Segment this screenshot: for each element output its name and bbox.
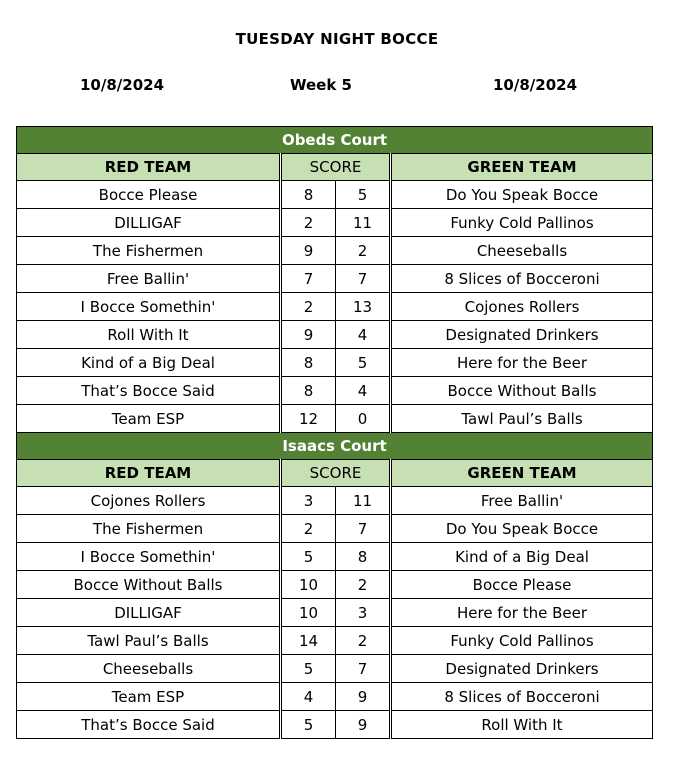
red-score: 12: [281, 405, 336, 433]
red-team-name: Kind of a Big Deal: [17, 349, 281, 377]
red-score: 14: [281, 627, 336, 655]
red-team-name: Roll With It: [17, 321, 281, 349]
red-team-header: RED TEAM: [17, 460, 281, 487]
green-team-name: Bocce Without Balls: [391, 377, 653, 405]
red-team-name: Team ESP: [17, 405, 281, 433]
table-row: [17, 321, 653, 349]
red-score: 2: [281, 515, 336, 543]
red-team-name: The Fishermen: [17, 237, 281, 265]
table-row: [17, 571, 653, 599]
red-team-name: The Fishermen: [17, 515, 281, 543]
table-row: [17, 627, 653, 655]
green-team-name: Bocce Please: [391, 571, 653, 599]
red-team-name: I Bocce Somethin': [17, 293, 281, 321]
red-team-header: RED TEAM: [17, 154, 281, 181]
green-team-header: GREEN TEAM: [391, 460, 653, 487]
column-header-row: [17, 154, 653, 181]
green-score: 13: [336, 293, 391, 321]
red-score: 10: [281, 571, 336, 599]
red-team-name: Bocce Without Balls: [17, 571, 281, 599]
page-title: TUESDAY NIGHT BOCCE: [235, 30, 439, 48]
red-team-name: Cojones Rollers: [17, 487, 281, 515]
table-row: [17, 711, 653, 739]
green-team-name: Here for the Beer: [391, 599, 653, 627]
green-score: 3: [336, 599, 391, 627]
table-row: [17, 543, 653, 571]
green-team-name: Cheeseballs: [391, 237, 653, 265]
red-team-name: Bocce Please: [17, 181, 281, 209]
court-name: Isaacs Court: [17, 433, 653, 460]
date-left: 10/8/2024: [80, 76, 165, 94]
table-row: [17, 293, 653, 321]
table-row: [17, 655, 653, 683]
table-row: [17, 237, 653, 265]
green-score: 7: [336, 515, 391, 543]
table-row: [17, 515, 653, 543]
green-score: 9: [336, 683, 391, 711]
red-score: 3: [281, 487, 336, 515]
red-team-name: That’s Bocce Said: [17, 377, 281, 405]
green-team-name: Here for the Beer: [391, 349, 653, 377]
green-team-name: Funky Cold Pallinos: [391, 209, 653, 237]
green-score: 7: [336, 655, 391, 683]
red-team-name: Team ESP: [17, 683, 281, 711]
green-team-name: Do You Speak Bocce: [391, 181, 653, 209]
score-header: SCORE: [281, 460, 391, 487]
red-score: 5: [281, 711, 336, 739]
red-score: 8: [281, 377, 336, 405]
red-score: 2: [281, 209, 336, 237]
green-score: 7: [336, 265, 391, 293]
red-score: 9: [281, 321, 336, 349]
green-team-header: GREEN TEAM: [391, 154, 653, 181]
score-header: SCORE: [281, 154, 391, 181]
green-score: 2: [336, 627, 391, 655]
green-score: 2: [336, 237, 391, 265]
court-header-row: [17, 433, 653, 460]
table-row: [17, 487, 653, 515]
green-team-name: Designated Drinkers: [391, 655, 653, 683]
green-team-name: Funky Cold Pallinos: [391, 627, 653, 655]
table-row: [17, 405, 653, 433]
schedule-table: [16, 126, 653, 739]
green-team-name: Do You Speak Bocce: [391, 515, 653, 543]
red-team-name: Free Ballin': [17, 265, 281, 293]
court-header-row: [17, 127, 653, 154]
green-score: 9: [336, 711, 391, 739]
table-row: [17, 377, 653, 405]
green-score: 4: [336, 321, 391, 349]
red-team-name: DILLIGAF: [17, 209, 281, 237]
red-score: 4: [281, 683, 336, 711]
table-row: [17, 349, 653, 377]
green-team-name: Roll With It: [391, 711, 653, 739]
green-score: 8: [336, 543, 391, 571]
table-row: [17, 265, 653, 293]
date-right: 10/8/2024: [493, 76, 578, 94]
red-score: 8: [281, 181, 336, 209]
green-score: 2: [336, 571, 391, 599]
red-score: 2: [281, 293, 336, 321]
red-score: 10: [281, 599, 336, 627]
green-score: 4: [336, 377, 391, 405]
green-team-name: 8 Slices of Bocceroni: [391, 683, 653, 711]
red-score: 5: [281, 655, 336, 683]
green-score: 11: [336, 209, 391, 237]
red-score: 9: [281, 237, 336, 265]
red-score: 5: [281, 543, 336, 571]
green-score: 11: [336, 487, 391, 515]
week-label: Week 5: [290, 76, 352, 94]
red-team-name: Tawl Paul’s Balls: [17, 627, 281, 655]
green-team-name: Tawl Paul’s Balls: [391, 405, 653, 433]
table-row: [17, 181, 653, 209]
green-team-name: Cojones Rollers: [391, 293, 653, 321]
column-header-row: [17, 460, 653, 487]
red-team-name: DILLIGAF: [17, 599, 281, 627]
red-score: 8: [281, 349, 336, 377]
red-team-name: I Bocce Somethin': [17, 543, 281, 571]
green-score: 5: [336, 181, 391, 209]
red-team-name: That’s Bocce Said: [17, 711, 281, 739]
green-score: 0: [336, 405, 391, 433]
table-row: [17, 599, 653, 627]
court-name: Obeds Court: [17, 127, 653, 154]
green-score: 5: [336, 349, 391, 377]
red-score: 7: [281, 265, 336, 293]
green-team-name: 8 Slices of Bocceroni: [391, 265, 653, 293]
red-team-name: Cheeseballs: [17, 655, 281, 683]
table-row: [17, 209, 653, 237]
green-team-name: Designated Drinkers: [391, 321, 653, 349]
green-team-name: Free Ballin': [391, 487, 653, 515]
table-row: [17, 683, 653, 711]
green-team-name: Kind of a Big Deal: [391, 543, 653, 571]
